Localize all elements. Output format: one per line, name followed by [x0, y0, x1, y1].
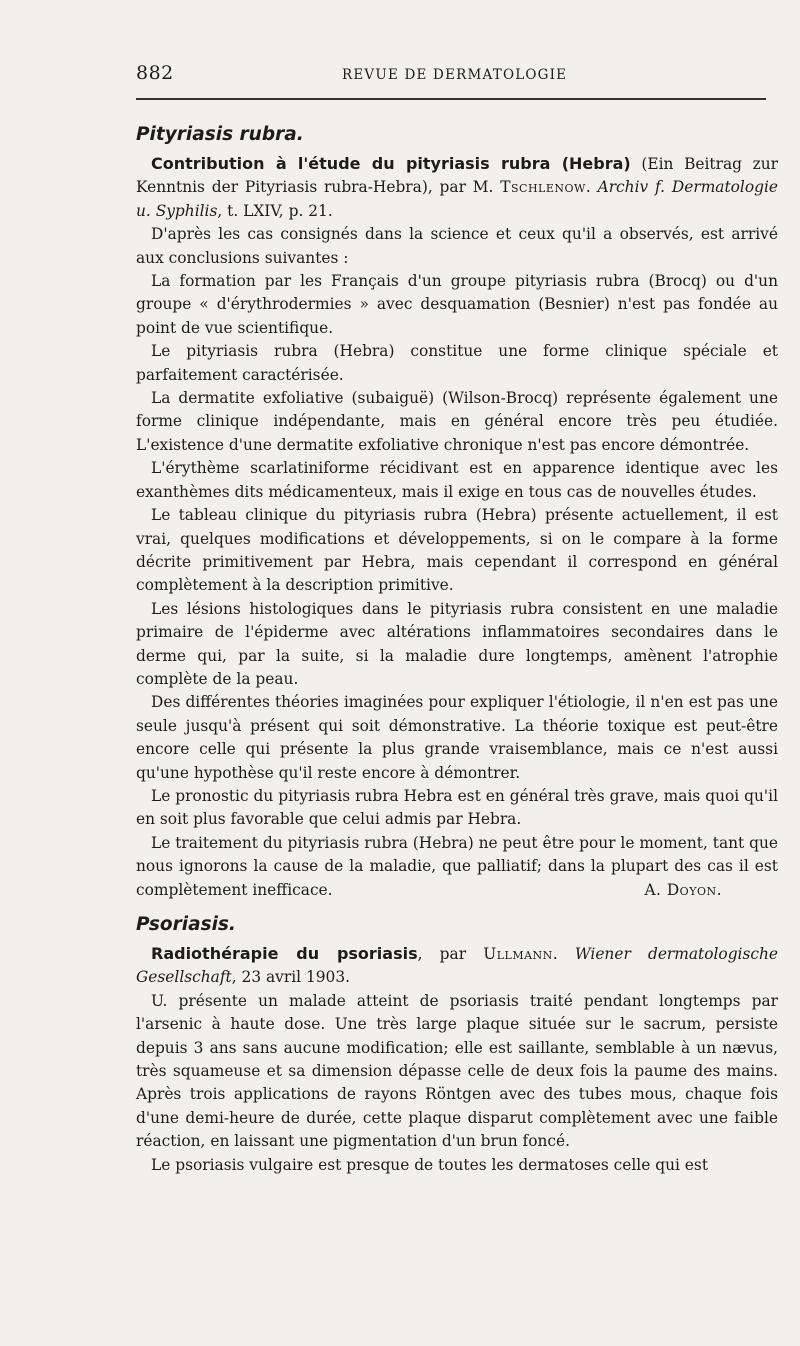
article-title: Radiothérapie du psoriasis [151, 944, 418, 963]
article-title: Contribution à l'étude du pityriasis rubra (Hebra) [151, 154, 631, 173]
author-name: Tschlenow [500, 178, 586, 197]
citation-text: . [585, 178, 598, 197]
running-title: REVUE DE DERMATOLOGIE [342, 67, 568, 83]
citation-text: (Ein Beitrag zur Kenntnis der Pityriasis rubra-Hebra), par M. [136, 155, 778, 197]
paragraph: Les lésions histologiques dans le pityriasis rubra consistent en une maladie primaire de l'épiderme avec altérations inflammatoires secondaires dans le derme qui, par la suite, si la maladie dure longtemps, amènent l'atrophie complète de la peau. [136, 599, 778, 688]
paragraph: L'érythème scarlatiniforme récidivant est en apparence identique avec les exanthèmes dits médicamenteux, mais il exige en tous cas de nouvelles études. [136, 459, 778, 501]
paragraph: Le pronostic du pityriasis rubra Hebra est en général très grave, mais quoi qu'il en soit plus favorable que celui admis par Hebra. [136, 786, 778, 829]
section-title: Psoriasis. [136, 914, 236, 935]
page [136, 58, 778, 1177]
paragraph: U. présente un malade atteint de psoriasis traité pendant longtemps par l'arsenic à haute dose. Une très large plaque située sur le sacrum, persiste depuis 3 ans sans aucune modification; elle est saillante, semblable à un nævus, très squameuse et sa dimension dépasse celle de deux fois la paume des mains. Après trois applications de rayons Röntgen avec des tubes mous, chaque fois d'une demi-heure de durée, cette plaque disparut complètement avec une faible réaction, en laissant une pigmentation d'un brun foncé. [136, 991, 778, 1151]
citation-text: , par [417, 945, 484, 963]
paragraph: Des différentes théories imaginées pour expliquer l'étiologie, il n'en est pas une seule jusqu'à présent qui soit démonstrative. La théorie toxique est peut-être encore celle qui présente la plus grande vraisemblance, mais ce n'est aussi qu'une hypothèse qu'il reste encore à démontrer. [136, 693, 778, 782]
journal-name: Archiv f. Dermatologie u. Syphilis [136, 178, 778, 220]
section-title: Pityriasis rubra. [136, 124, 304, 145]
paragraph: La formation par les Français d'un groupe pityriasis rubra (Brocq) ou d'un groupe « d'érythrodermies » avec desquamation (Besnier) n'est pas fondée au point de vue scientifique. [136, 272, 778, 337]
paragraph: Le psoriasis vulgaire est presque de toutes les dermatoses celle qui est [151, 1155, 709, 1174]
paragraph: Le tableau clinique du pityriasis rubra (Hebra) présente actuellement, il est vrai, quelques modifications et développements, si on le compare à la forme décrite primitivement par Hebra, mais cependant il correspond en général complètement à la description primitive. [136, 506, 778, 595]
journal-name: Wiener dermatologische Gesellschaft [136, 945, 779, 987]
citation-text: , 23 avril 1903. [231, 968, 351, 987]
paragraph: La dermatite exfoliative (subaiguë) (Wilson-Brocq) représente également une forme clinique indépendante, mais en général encore très peu étudiée. L'existence d'une dermatite exfoliative chronique n'est pas encore démontrée. [136, 389, 778, 454]
paragraph [136, 832, 778, 902]
page-header [136, 58, 778, 92]
signature: A. Doyon. [644, 880, 722, 899]
paragraph-text: Le traitement du pityriasis rubra (Hebra) ne peut être pour le moment, tant que nous ignorons la cause de la maladie, que palliatif; dans la plupart des cas il est complètement inefficace. [136, 833, 778, 899]
paragraph: Le pityriasis rubra (Hebra) constitue une forme clinique spéciale et parfaitement caractérisée. [136, 342, 778, 384]
paragraph: D'après les cas consignés dans la science et ceux qu'il a observés, est arrivé aux conclusions suivantes : [136, 225, 778, 267]
article-citation [136, 152, 778, 223]
citation-text: , t. LXIV, p. 21. [217, 201, 333, 220]
article-citation [136, 942, 778, 990]
author-name: Ullmann [483, 945, 553, 963]
citation-text: . [552, 945, 575, 963]
page-number: 882 [136, 62, 174, 84]
header-rule [136, 98, 766, 100]
